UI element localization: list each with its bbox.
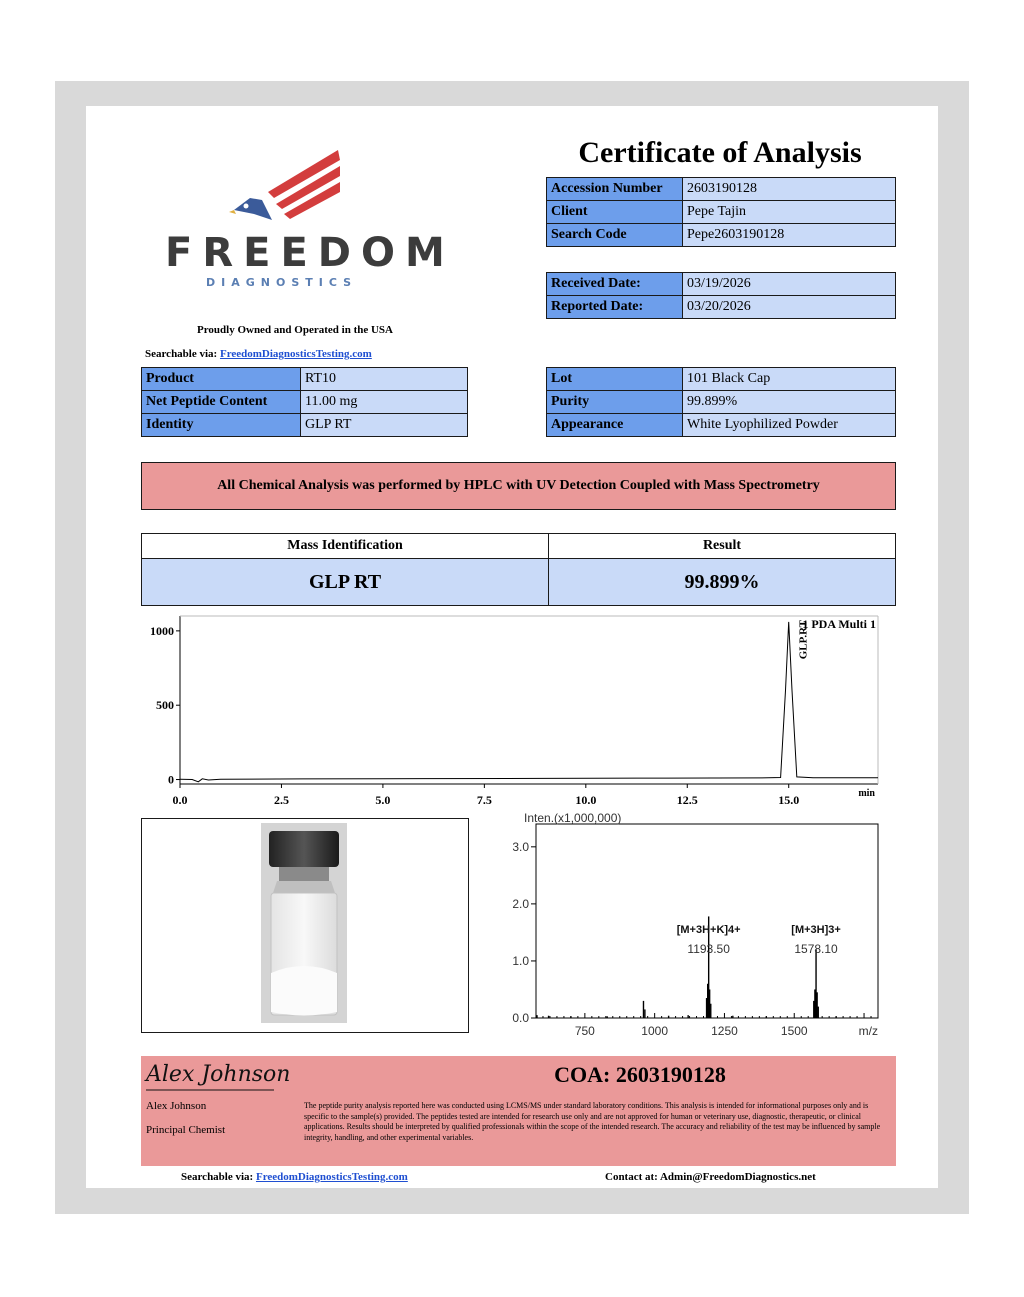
coa-number: COA: 2603190128 (554, 1062, 726, 1087)
x-tick-label: 12.5 (676, 793, 698, 807)
product-table (141, 367, 468, 437)
y-tick-label: 0 (168, 772, 174, 787)
x-tick-label: 10.0 (575, 793, 597, 807)
mass-spectrum (496, 808, 896, 1043)
signature-underline (146, 1088, 274, 1092)
product-label: Product (142, 368, 301, 391)
method-banner: All Chemical Analysis was performed by HPLC with UV Detection Coupled with Mass Spectrometry (141, 462, 896, 510)
mass-col-header: Mass Identification (142, 534, 549, 559)
searchable-link-bottom[interactable]: FreedomDiagnosticsTesting.com (255, 1171, 408, 1183)
peak-ion-label: [M+3H]3+ (791, 924, 841, 936)
purity-label: Purity (547, 391, 683, 414)
peak-ion-label: [M+3H+K]4+ (676, 924, 741, 936)
x-axis-label: min (858, 788, 875, 799)
x-tick-label: 750 (574, 1024, 595, 1038)
peak-mz-label: 1578.10 (794, 942, 838, 956)
brand-name: FREEDOM (165, 230, 455, 276)
y-tick-label: 3.0 (512, 839, 529, 854)
hplc-chromatogram (140, 612, 885, 814)
y-tick-label: 1.0 (512, 953, 529, 968)
x-axis-label: m/z (858, 1024, 878, 1038)
peak-mz-label: 1193.50 (687, 942, 730, 956)
x-tick-label: 2.5 (273, 793, 289, 807)
contact-line: Contact at: Admin@FreedomDiagnostics.net (605, 1171, 816, 1183)
searchable-label-bottom: Searchable via: (181, 1171, 254, 1183)
client-label: Client (547, 201, 683, 224)
appearance-label: Appearance (547, 414, 683, 437)
x-tick-label: 1250 (711, 1024, 738, 1038)
x-tick-label: 5.0 (375, 793, 391, 807)
mass-identity-value: GLP RT (142, 559, 549, 606)
lot-value: 101 Black Cap (683, 368, 896, 391)
searchable-line-bottom (181, 1171, 408, 1183)
chart-title: 1 PDA Multi 1 (802, 617, 876, 631)
reported-date-value: 03/20/2026 (683, 296, 896, 319)
accession-value: 2603190128 (683, 178, 896, 201)
eagle-flag-logo (228, 148, 340, 222)
x-tick-label: 15.0 (778, 793, 800, 807)
appearance-value: White Lyophilized Powder (683, 414, 896, 437)
y-tick-label: 2.0 (512, 896, 529, 911)
vial-photo (261, 823, 347, 1023)
dates-table (546, 272, 896, 319)
brand-subtitle: DIAGNOSTICS (206, 276, 358, 289)
x-tick-label: 0.0 (172, 793, 188, 807)
result-col-header: Result (549, 534, 896, 559)
lot-table (546, 367, 896, 437)
lot-label: Lot (547, 368, 683, 391)
x-tick-label: 1500 (780, 1024, 808, 1038)
chromatogram-trace (180, 622, 878, 782)
y-tick-label: 0.0 (512, 1011, 529, 1025)
product-value: RT10 (301, 368, 468, 391)
y-tick-label: 500 (156, 698, 174, 713)
search-code-value: Pepe2603190128 (683, 224, 896, 247)
x-tick-label: 1000 (641, 1024, 669, 1038)
search-code-label: Search Code (547, 224, 683, 247)
chart-title: Inten.(x1,000,000) (524, 811, 622, 825)
chemist-name: Alex Johnson (146, 1100, 207, 1112)
disclaimer-text: The peptide purity analysis reported here was conducted using LCMS/MS under standard laboratory conditions. This analysis is intended for informational purposes only and is specific to the sample(s) provided. The peptides tested are intended for research use only and are not approved for human or veterinary use, diagnostic, therapeutic, or clinical applications. Results should be interpreted by qualified professionals within the scope of the intended research. The accuracy and reliability of the test may be influenced by sample integrity, handling, and other experimental variables. (304, 1101, 881, 1142)
page-title: Certificate of Analysis (578, 136, 862, 169)
signature: Alex Johnson (146, 1062, 291, 1087)
owned-tagline: Proudly Owned and Operated in the USA (197, 324, 393, 336)
client-value: Pepe Tajin (683, 201, 896, 224)
chemist-role: Principal Chemist (146, 1124, 226, 1136)
searchable-line-top (145, 348, 372, 360)
searchable-label: Searchable via: (145, 348, 218, 360)
received-date-value: 03/19/2026 (683, 273, 896, 296)
received-date-label: Received Date: (547, 273, 683, 296)
searchable-link-top[interactable]: FreedomDiagnosticsTesting.com (219, 348, 372, 360)
y-tick-label: 1000 (150, 623, 174, 638)
accession-table (546, 177, 896, 247)
mass-identification-table (141, 533, 896, 606)
peak-label: GLP.RT (797, 620, 810, 660)
reported-date-label: Reported Date: (547, 296, 683, 319)
net-peptide-label: Net Peptide Content (142, 391, 301, 414)
x-tick-label: 7.5 (476, 793, 492, 807)
identity-label: Identity (142, 414, 301, 437)
result-value: 99.899% (549, 559, 896, 606)
identity-value: GLP RT (301, 414, 468, 437)
accession-label: Accession Number (547, 178, 683, 201)
net-peptide-value: 11.00 mg (301, 391, 468, 414)
purity-value: 99.899% (683, 391, 896, 414)
